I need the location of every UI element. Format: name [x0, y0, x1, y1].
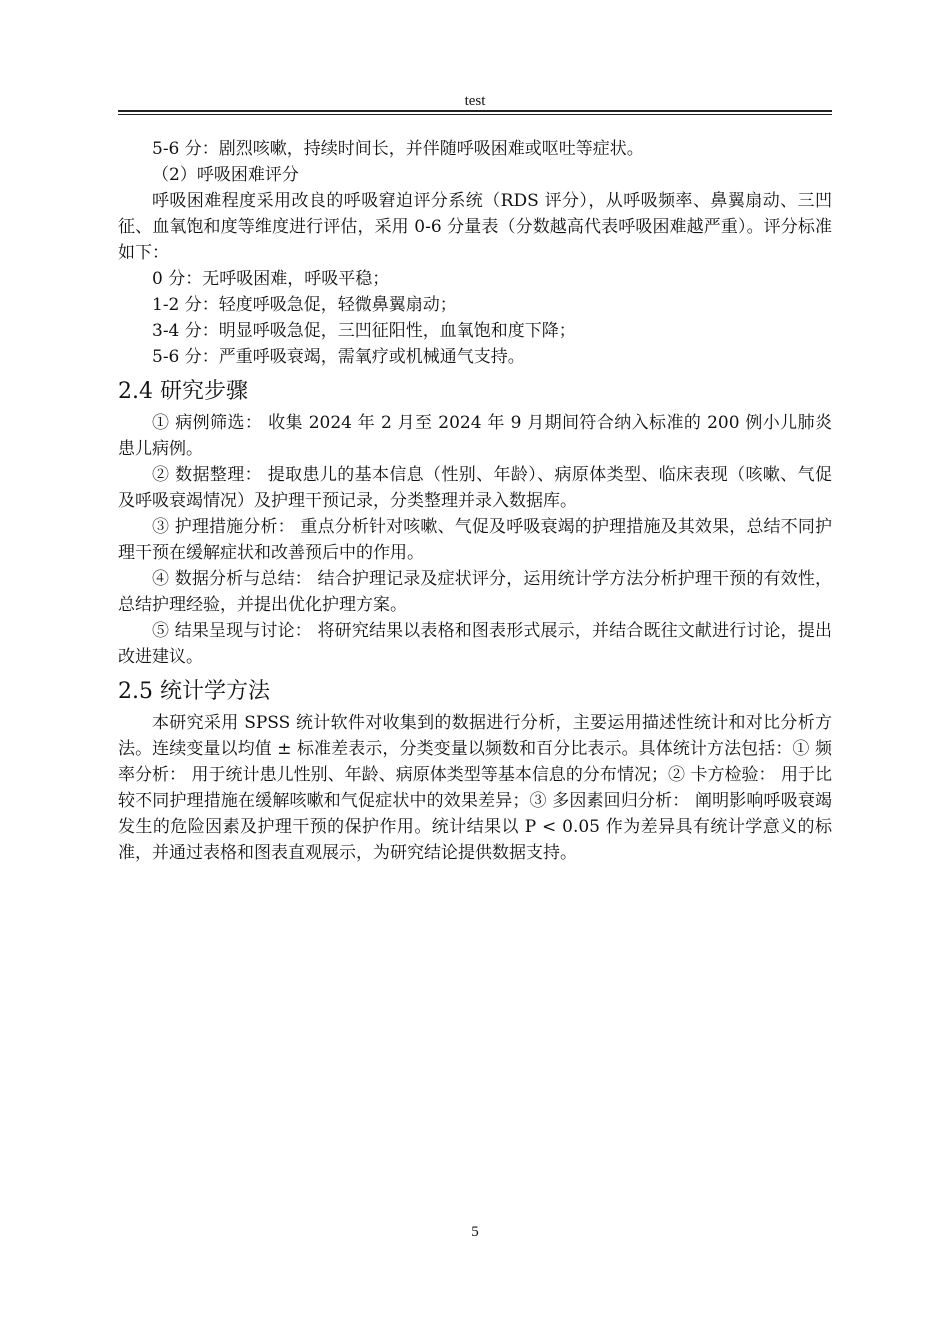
- page-header-title: test: [464, 93, 486, 109]
- cough-score-5-6: 5-6 分：剧烈咳嗽，持续时间长，并伴随呼吸困难或呕吐等症状。: [152, 139, 644, 159]
- research-step-2: ② 数据整理： 提取患儿的基本信息（性别、年龄）、病原体类型、临床表现（咳嗽、气促及呼吸衰竭情况）及护理干预记录，分类整理并录入数据库。: [118, 465, 832, 511]
- research-step-4: ④ 数据分析与总结： 结合护理记录及症状评分，运用统计学方法分析护理干预的有效性，总结护理经验，并提出优化护理方案。: [118, 569, 832, 615]
- dyspnea-score-subheading: （2）呼吸困难评分: [152, 165, 299, 185]
- rds-criterion-1-2: 1-2 分：轻度呼吸急促，轻微鼻翼扇动；: [152, 295, 457, 315]
- research-step-1: ① 病例筛选： 收集 2024 年 2 月至 2024 年 9 月期间符合纳入标准的 200 例小儿肺炎患儿病例。: [118, 413, 832, 459]
- header-rule-thin: [118, 114, 832, 115]
- section-heading-2-5: 2.5 统计学方法: [118, 679, 270, 704]
- research-step-3: ③ 护理措施分析： 重点分析针对咳嗽、气促及呼吸衰竭的护理措施及其效果，总结不同护理干预在缓解症状和改善预后中的作用。: [118, 517, 832, 563]
- rds-criterion-3-4: 3-4 分：明显呼吸急促，三凹征阳性，血氧饱和度下降；: [152, 321, 576, 341]
- header-rule-thick: [118, 110, 832, 112]
- rds-criterion-0: 0 分：无呼吸困难，呼吸平稳；: [152, 269, 390, 289]
- rds-intro-paragraph: 呼吸困难程度采用改良的呼吸窘迫评分系统（RDS 评分），从呼吸频率、鼻翼扇动、三凹征、血氧饱和度等维度进行评估，采用 0-6 分量表（分数越高代表呼吸困难越严重）。评分标准如下：: [118, 191, 832, 263]
- document-body: [118, 136, 832, 866]
- research-step-5: ⑤ 结果呈现与讨论： 将研究结果以表格和图表形式展示，并结合既往文献进行讨论，提出改进建议。: [118, 621, 832, 667]
- statistics-paragraph: 本研究采用 SPSS 统计软件对收集到的数据进行分析，主要运用描述性统计和对比分析方法。连续变量以均值 ± 标准差表示，分类变量以频数和百分比表示。具体统计方法包括：① 频率分析： 用于统计患儿性别、年龄、病原体类型等基本信息的分布情况；② 卡方检验： 用于比较不同护理措施在缓解咳嗽和气促症状中的效果差异；③ 多因素回归分析： 阐明影响呼吸衰竭发生的危险因素及护理干预的保护作用。统计结果以 P < 0.05 作为差异具有统计学意义的标准，并通过表格和图表直观展示，为研究结论提供数据支持。: [118, 713, 832, 863]
- section-heading-2-4: 2.4 研究步骤: [118, 379, 248, 404]
- page-number: 5: [471, 1224, 479, 1240]
- rds-criterion-5-6: 5-6 分：严重呼吸衰竭，需氧疗或机械通气支持。: [152, 347, 525, 367]
